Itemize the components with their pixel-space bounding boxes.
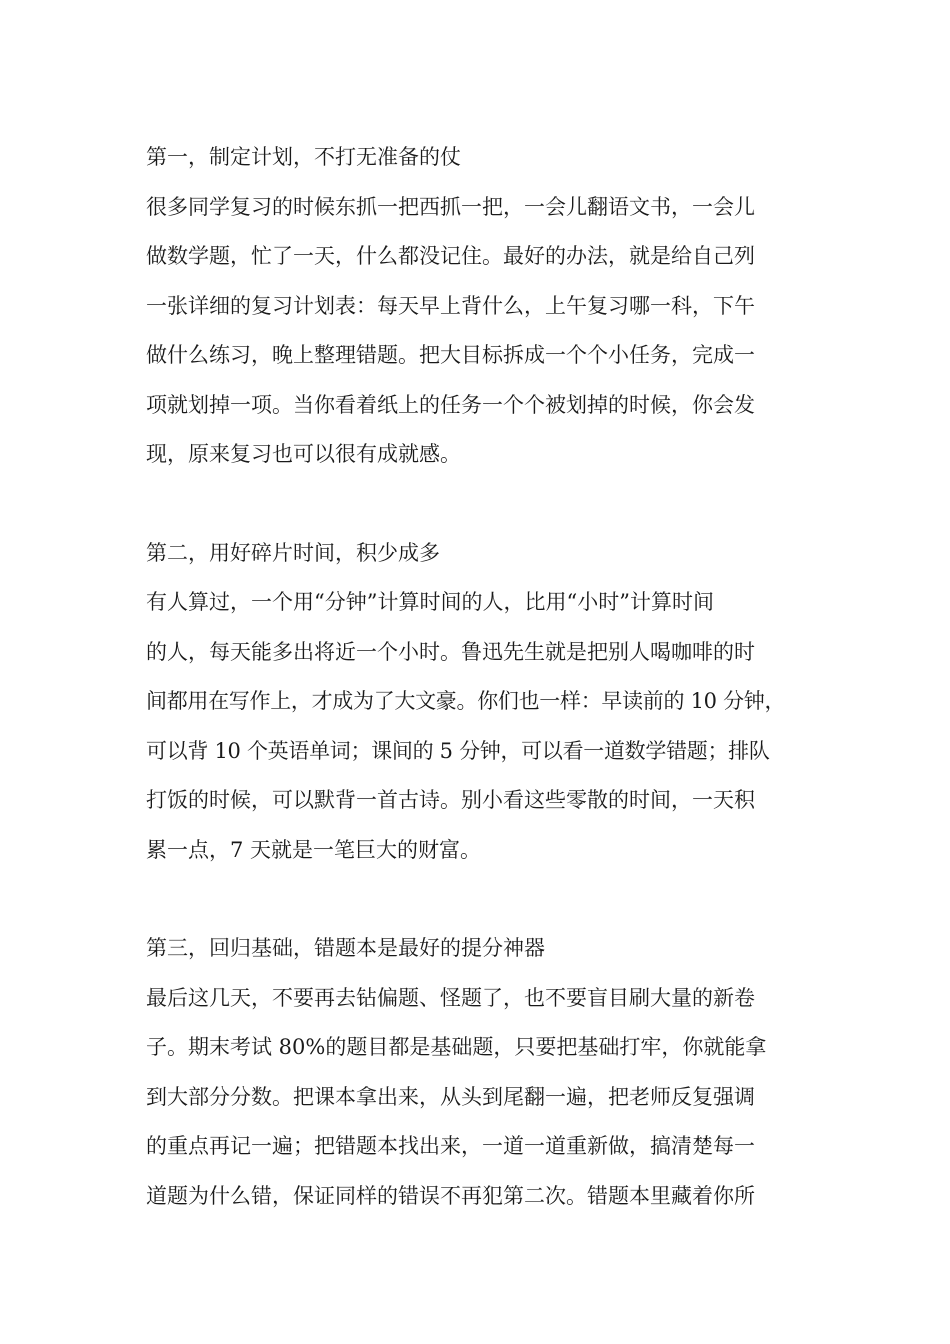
paragraph-line: 做什么练习，晚上整理错题。把大目标拆成一个个小任务，完成一 (146, 343, 755, 367)
paragraph-line: 的人，每天能多出将近一个小时。鲁迅先生就是把别人喝咖啡的时 (146, 639, 755, 664)
paragraph-line: 的重点再记一遍；把错题本找出来，一道一道重新做，搞清楚每一 (146, 1134, 755, 1158)
section-heading: 第二，用好碎片时间，积少成多 (146, 540, 440, 565)
paragraph-line: 道题为什么错，保证同样的错误不再犯第二次。错题本里藏着你所 (146, 1183, 755, 1208)
paragraph-line: 打饭的时候，可以默背一首古诗。别小看这些零散的时间，一天积 (146, 788, 755, 812)
section-1 (146, 133, 822, 480)
paragraph-line: 累一点，7 天就是一笔巨大的财富。 (146, 837, 482, 862)
paragraph-line: 现，原来复习也可以很有成就感。 (146, 442, 461, 466)
paragraph-line: 可以背 10 个英语单词；课间的 5 分钟，可以看一道数学错题；排队 (146, 738, 770, 763)
paragraph-line: 间都用在写作上，才成为了大文豪。你们也一样：早读前的 10 分钟， (146, 689, 786, 713)
paragraph-line: 有人算过，一个用“分钟”计算时间的人，比用“小时”计算时间 (146, 590, 714, 614)
paragraph-line: 子。期末考试 80%的题目都是基础题，只要把基础打牢，你就能拿 (146, 1035, 767, 1059)
paragraph-line: 一张详细的复习计划表：每天早上背什么，上午复习哪一科，下午 (146, 293, 755, 318)
paragraph-line: 最后这几天，不要再去钻偏题、怪题了，也不要盲目刷大量的新卷 (146, 985, 755, 1010)
paragraph-line: 很多同学复习的时候东抓一把西抓一把，一会儿翻语文书，一会儿 (146, 194, 755, 219)
section-heading: 第三，回归基础，错题本是最好的提分神器 (146, 936, 545, 960)
section-3 (146, 924, 822, 1221)
section-heading: 第一，制定计划，不打无准备的仗 (146, 145, 461, 169)
document-body (146, 133, 822, 1221)
paragraph-line: 做数学题，忙了一天，什么都没记住。最好的办法，就是给自己列 (146, 244, 755, 268)
section-2 (146, 529, 822, 876)
paragraph-line: 项就划掉一项。当你看着纸上的任务一个个被划掉的时候，你会发 (146, 392, 755, 417)
paragraph-line: 到大部分分数。把课本拿出来，从头到尾翻一遍，把老师反复强调 (146, 1084, 755, 1109)
